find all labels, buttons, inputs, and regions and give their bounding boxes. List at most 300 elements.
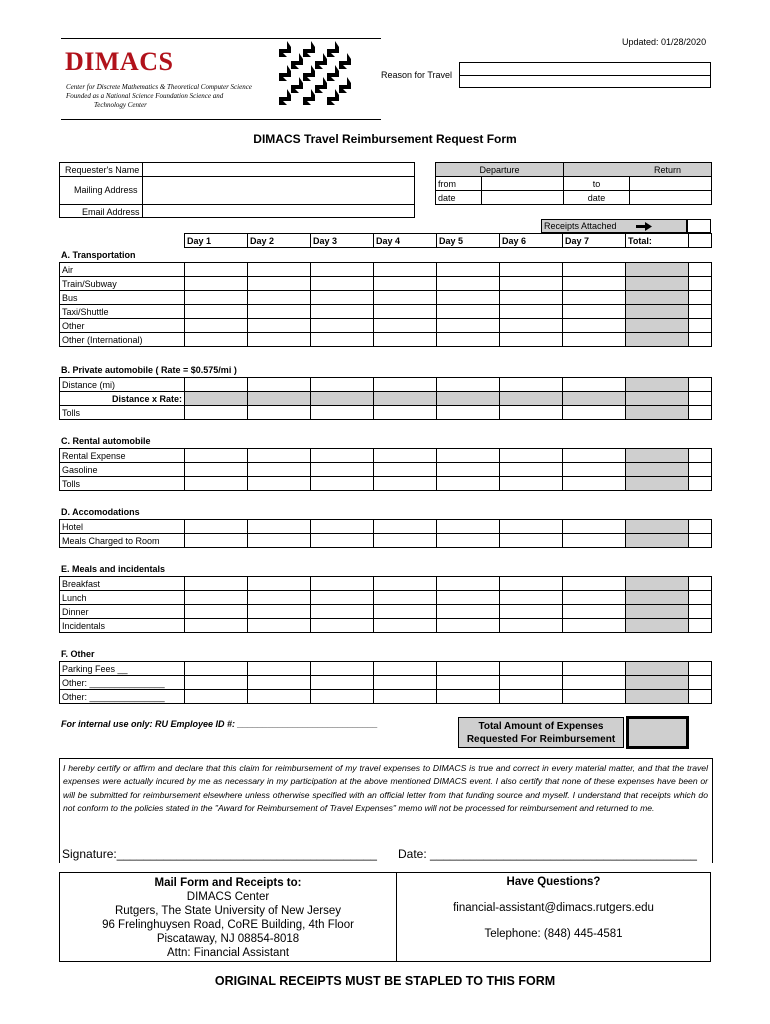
table-row [60, 406, 712, 420]
receipt-check-cell[interactable] [689, 305, 712, 319]
day-amount-cell[interactable] [437, 305, 500, 319]
day-amount-cell[interactable] [437, 619, 500, 633]
day-7-header: Day 7 [563, 234, 626, 248]
mail-to-heading: Mail Form and Receipts to: [154, 877, 302, 889]
row-total-cell [626, 534, 689, 548]
day-amount-cell[interactable] [437, 676, 500, 690]
expense-label: Other: _______________ [60, 690, 185, 704]
day-amount-cell[interactable] [437, 291, 500, 305]
day-amount-cell[interactable] [248, 291, 311, 305]
day-amount-cell [437, 392, 500, 406]
receipt-check-cell[interactable] [689, 690, 712, 704]
expense-label: Breakfast [60, 577, 185, 591]
day-amount-cell[interactable] [500, 449, 563, 463]
to-label: to [564, 177, 630, 191]
day-amount-cell[interactable] [374, 333, 437, 347]
day-amount-cell[interactable] [185, 662, 248, 676]
day-amount-cell[interactable] [374, 277, 437, 291]
from-label: from [436, 177, 482, 191]
day-amount-cell[interactable] [500, 676, 563, 690]
row-total-cell [626, 591, 689, 605]
day-amount-cell[interactable] [248, 463, 311, 477]
reason-for-travel-field[interactable] [459, 62, 711, 88]
day-3-header: Day 3 [311, 234, 374, 248]
requesters-name-field[interactable] [143, 163, 414, 176]
day-amount-cell[interactable] [500, 619, 563, 633]
expense-label: Taxi/Shuttle [60, 305, 185, 319]
day-amount-cell[interactable] [248, 449, 311, 463]
day-amount-cell[interactable] [374, 305, 437, 319]
day-amount-cell[interactable] [563, 449, 626, 463]
day-amount-cell[interactable] [563, 463, 626, 477]
day-amount-cell [311, 392, 374, 406]
day-amount-cell[interactable] [185, 520, 248, 534]
table-row [60, 305, 712, 319]
day-amount-cell[interactable] [500, 305, 563, 319]
day-amount-cell[interactable] [311, 333, 374, 347]
mail-line-2: Rutgers, The State University of New Jersey [114, 905, 342, 917]
expense-label: Other (International) [60, 333, 185, 347]
day-amount-cell [248, 392, 311, 406]
table-row [60, 277, 712, 291]
day-amount-cell[interactable] [563, 520, 626, 534]
day-amount-cell[interactable] [185, 319, 248, 333]
day-amount-cell[interactable] [185, 619, 248, 633]
day-amount-cell[interactable] [248, 319, 311, 333]
total-amount-line-1: Total Amount of Expenses [478, 721, 604, 732]
expense-label: Distance x Rate: [60, 392, 185, 406]
mail-line-3: 96 Frelinghuysen Road, CoRE Building, 4th Floor [102, 919, 354, 931]
day-amount-cell[interactable] [437, 520, 500, 534]
receipt-check-cell[interactable] [689, 477, 712, 491]
day-amount-cell[interactable] [437, 577, 500, 591]
day-amount-cell[interactable] [374, 690, 437, 704]
table-row [60, 319, 712, 333]
day-amount-cell[interactable] [500, 520, 563, 534]
receipt-check-cell[interactable] [689, 392, 712, 406]
day-amount-cell[interactable] [437, 463, 500, 477]
receipts-attached-label: Receipts Attached [544, 221, 617, 231]
day-amount-cell [500, 392, 563, 406]
day-amount-cell[interactable] [248, 619, 311, 633]
day-amount-cell[interactable] [311, 449, 374, 463]
mail-line-4: Piscataway, NJ 08854-8018 [156, 933, 300, 945]
expense-label: Dinner [60, 605, 185, 619]
day-amount-cell[interactable] [374, 676, 437, 690]
expense-label: Air [60, 263, 185, 277]
day-amount-cell[interactable] [185, 378, 248, 392]
requesters-name-label: Requester's Name [65, 165, 140, 175]
day-amount-cell[interactable] [374, 406, 437, 420]
day-6-header: Day 6 [500, 234, 563, 248]
day-amount-cell[interactable] [185, 591, 248, 605]
day-amount-cell[interactable] [563, 662, 626, 676]
day-amount-cell[interactable] [437, 591, 500, 605]
day-amount-cell [374, 392, 437, 406]
receipt-check-cell[interactable] [689, 605, 712, 619]
expense-label: Hotel [60, 520, 185, 534]
return-date-label: date [564, 191, 630, 205]
day-amount-cell[interactable] [185, 406, 248, 420]
day-amount-cell[interactable] [437, 319, 500, 333]
mailing-address-label: Mailing Address [74, 185, 138, 195]
questions-block [397, 876, 710, 940]
return-header: Return [564, 163, 712, 177]
day-amount-cell[interactable] [563, 477, 626, 491]
day-amount-cell[interactable] [248, 534, 311, 548]
day-amount-cell[interactable] [185, 534, 248, 548]
row-total-cell [626, 662, 689, 676]
day-amount-cell[interactable] [374, 520, 437, 534]
receipt-check-cell[interactable] [689, 662, 712, 676]
table-row [60, 291, 712, 305]
section-e-title: E. Meals and incidentals [61, 564, 166, 574]
day-amount-cell[interactable] [563, 263, 626, 277]
table-row [60, 477, 712, 491]
day-amount-cell[interactable] [500, 319, 563, 333]
day-amount-cell[interactable] [500, 477, 563, 491]
day-amount-cell[interactable] [563, 277, 626, 291]
day-amount-cell[interactable] [500, 378, 563, 392]
section-c-title: C. Rental automobile [61, 436, 151, 446]
day-amount-cell[interactable] [500, 463, 563, 477]
day-1-header: Day 1 [185, 234, 248, 248]
day-amount-cell[interactable] [563, 406, 626, 420]
day-amount-cell[interactable] [563, 605, 626, 619]
section-d-title: D. Accomodations [61, 507, 140, 517]
row-total-cell [626, 676, 689, 690]
day-amount-cell[interactable] [563, 534, 626, 548]
other-expenses-table [59, 661, 712, 704]
day-amount-cell[interactable] [437, 333, 500, 347]
day-amount-cell[interactable] [374, 605, 437, 619]
day-amount-cell[interactable] [248, 520, 311, 534]
rental-automobile-table [59, 448, 712, 491]
receipt-check-cell[interactable] [689, 534, 712, 548]
form-title: DIMACS Travel Reimbursement Request Form [253, 132, 517, 146]
day-amount-cell[interactable] [500, 291, 563, 305]
table-row [60, 449, 712, 463]
mail-line-5: Attn: Financial Assistant [166, 947, 290, 959]
day-amount-cell[interactable] [311, 605, 374, 619]
expense-label: Parking Fees __ [60, 662, 185, 676]
row-total-cell [626, 263, 689, 277]
day-amount-cell[interactable] [500, 577, 563, 591]
row-total-cell [626, 319, 689, 333]
day-amount-cell[interactable] [248, 676, 311, 690]
email-address-field[interactable] [143, 205, 414, 217]
departure-date-field[interactable] [482, 191, 564, 205]
day-amount-cell[interactable] [374, 463, 437, 477]
day-amount-cell[interactable] [500, 534, 563, 548]
day-amount-cell[interactable] [374, 534, 437, 548]
day-amount-cell[interactable] [437, 406, 500, 420]
day-amount-cell[interactable] [311, 577, 374, 591]
receipt-check-cell[interactable] [689, 406, 712, 420]
day-amount-cell[interactable] [437, 449, 500, 463]
day-amount-cell[interactable] [311, 378, 374, 392]
receipt-check-cell[interactable] [689, 333, 712, 347]
day-amount-cell[interactable] [500, 406, 563, 420]
day-amount-cell[interactable] [248, 577, 311, 591]
mail-line-1: DIMACS Center [186, 891, 270, 903]
day-amount-cell[interactable] [563, 690, 626, 704]
return-date-field[interactable] [630, 191, 712, 205]
day-amount-cell[interactable] [563, 333, 626, 347]
day-amount-cell[interactable] [248, 333, 311, 347]
day-amount-cell[interactable] [311, 662, 374, 676]
receipt-col-header [689, 234, 712, 248]
day-amount-cell[interactable] [437, 534, 500, 548]
day-amount-cell[interactable] [311, 591, 374, 605]
day-amount-cell[interactable] [311, 319, 374, 333]
table-row [60, 378, 712, 392]
row-total-cell [626, 378, 689, 392]
day-amount-cell[interactable] [185, 449, 248, 463]
questions-phone: Telephone: (848) 445-4581 [484, 928, 623, 940]
expense-label: Lunch [60, 591, 185, 605]
day-amount-cell[interactable] [374, 477, 437, 491]
expense-label: Tolls [60, 477, 185, 491]
receipts-attached-field[interactable] [687, 219, 711, 233]
day-header-row [184, 233, 712, 248]
row-total-cell [626, 449, 689, 463]
day-amount-cell[interactable] [374, 378, 437, 392]
table-row [60, 619, 712, 633]
day-amount-cell[interactable] [185, 305, 248, 319]
day-amount-cell[interactable] [311, 534, 374, 548]
footer-notice: ORIGINAL RECEIPTS MUST BE STAPLED TO THIS FORM [214, 974, 556, 988]
day-amount-cell[interactable] [248, 277, 311, 291]
return-to-field[interactable] [630, 177, 712, 191]
day-amount-cell[interactable] [374, 449, 437, 463]
day-amount-cell[interactable] [185, 676, 248, 690]
transportation-table [59, 262, 712, 347]
row-total-cell [626, 520, 689, 534]
row-total-cell [626, 690, 689, 704]
table-row [60, 263, 712, 277]
day-amount-cell[interactable] [185, 277, 248, 291]
day-amount-cell[interactable] [563, 291, 626, 305]
day-amount-cell[interactable] [311, 477, 374, 491]
day-amount-cell[interactable] [311, 277, 374, 291]
row-total-cell [626, 277, 689, 291]
mailing-address-field[interactable] [143, 177, 414, 204]
table-row [60, 662, 712, 676]
row-total-cell [626, 291, 689, 305]
receipts-attached-box [541, 219, 687, 233]
day-amount-cell[interactable] [311, 291, 374, 305]
day-amount-cell[interactable] [311, 676, 374, 690]
questions-heading: Have Questions? [506, 876, 601, 888]
receipt-check-cell[interactable] [689, 676, 712, 690]
day-5-header: Day 5 [437, 234, 500, 248]
table-row [60, 591, 712, 605]
expense-label: Gasoline [60, 463, 185, 477]
day-amount-cell[interactable] [311, 690, 374, 704]
day-amount-cell[interactable] [500, 662, 563, 676]
table-row [60, 463, 712, 477]
receipt-check-cell[interactable] [689, 291, 712, 305]
section-f-title: F. Other [61, 649, 95, 659]
day-amount-cell[interactable] [374, 291, 437, 305]
table-row [60, 520, 712, 534]
day-amount-cell[interactable] [185, 263, 248, 277]
table-row [60, 605, 712, 619]
day-amount-cell[interactable] [185, 477, 248, 491]
receipt-check-cell[interactable] [689, 378, 712, 392]
row-total-cell [626, 392, 689, 406]
total-header: Total: [626, 234, 689, 248]
receipt-check-cell[interactable] [689, 619, 712, 633]
day-amount-cell[interactable] [248, 605, 311, 619]
logo-block [61, 38, 381, 120]
day-amount-cell[interactable] [500, 690, 563, 704]
receipt-check-cell[interactable] [689, 577, 712, 591]
day-amount-cell[interactable] [563, 577, 626, 591]
day-amount-cell[interactable] [437, 378, 500, 392]
dimacs-logo-mark-icon [279, 41, 357, 115]
updated-date: Updated: 01/28/2020 [622, 37, 707, 47]
section-b-title: B. Private automobile ( Rate = $0.575/mi ) [61, 365, 237, 375]
day-amount-cell[interactable] [563, 619, 626, 633]
day-amount-cell[interactable] [500, 263, 563, 277]
day-amount-cell [185, 392, 248, 406]
dimacs-logo-text: DIMACS [65, 47, 174, 76]
total-amount-line-2: Requested For Reimbursement [466, 734, 616, 745]
day-amount-cell[interactable] [248, 378, 311, 392]
day-amount-cell[interactable] [311, 406, 374, 420]
total-amount-field[interactable] [626, 716, 689, 749]
table-row [60, 534, 712, 548]
mail-to-block [60, 876, 396, 960]
day-amount-cell[interactable] [563, 305, 626, 319]
day-amount-cell[interactable] [248, 477, 311, 491]
expense-label: Incidentals [60, 619, 185, 633]
receipt-check-cell[interactable] [689, 591, 712, 605]
expense-label: Other: _______________ [60, 676, 185, 690]
certification-box [59, 758, 713, 863]
day-amount-cell[interactable] [185, 605, 248, 619]
day-amount-cell[interactable] [248, 662, 311, 676]
date-field[interactable]: Date: ________________________________________ [398, 847, 697, 861]
expense-label: Rental Expense [60, 449, 185, 463]
row-total-cell [626, 333, 689, 347]
table-row [60, 577, 712, 591]
logo-subtitle: Center for Discrete Mathematics & Theoretical Computer Science Founded as a National Science Foundation Science and Technology Center [66, 83, 252, 109]
day-amount-cell[interactable] [437, 690, 500, 704]
questions-email[interactable]: financial-assistant@dimacs.rutgers.edu [453, 902, 654, 914]
departure-return-table [435, 162, 712, 205]
day-amount-cell[interactable] [437, 263, 500, 277]
day-2-header: Day 2 [248, 234, 311, 248]
day-amount-cell[interactable] [437, 605, 500, 619]
day-amount-cell[interactable] [311, 619, 374, 633]
table-row [60, 690, 712, 704]
accomodations-table [59, 519, 712, 548]
day-amount-cell[interactable] [437, 662, 500, 676]
day-amount-cell[interactable] [437, 477, 500, 491]
row-total-cell [626, 406, 689, 420]
day-amount-cell [563, 392, 626, 406]
day-amount-cell[interactable] [374, 263, 437, 277]
day-amount-cell[interactable] [374, 319, 437, 333]
day-amount-cell[interactable] [374, 619, 437, 633]
signature-field[interactable]: Signature:_______________________________________ [62, 847, 377, 861]
day-amount-cell[interactable] [248, 591, 311, 605]
day-amount-cell[interactable] [185, 291, 248, 305]
row-total-cell [626, 305, 689, 319]
receipt-check-cell[interactable] [689, 463, 712, 477]
expense-label: Tolls [60, 406, 185, 420]
day-amount-cell[interactable] [248, 263, 311, 277]
day-amount-cell[interactable] [248, 690, 311, 704]
departure-from-field[interactable] [482, 177, 564, 191]
internal-use-employee-id: For internal use only: RU Employee ID #: ____________________________ [61, 719, 378, 729]
day-amount-cell[interactable] [374, 591, 437, 605]
day-amount-cell[interactable] [374, 577, 437, 591]
table-row [60, 676, 712, 690]
day-amount-cell[interactable] [563, 676, 626, 690]
departure-header: Departure [436, 163, 564, 177]
day-amount-cell[interactable] [374, 662, 437, 676]
expense-label: Meals Charged to Room [60, 534, 185, 548]
day-amount-cell[interactable] [500, 277, 563, 291]
day-4-header: Day 4 [374, 234, 437, 248]
expense-label: Bus [60, 291, 185, 305]
row-total-cell [626, 605, 689, 619]
day-amount-cell[interactable] [185, 690, 248, 704]
day-amount-cell[interactable] [500, 333, 563, 347]
expense-label: Train/Subway [60, 277, 185, 291]
section-a-title: A. Transportation [61, 250, 136, 260]
day-amount-cell[interactable] [500, 591, 563, 605]
day-amount-cell[interactable] [248, 406, 311, 420]
row-total-cell [626, 619, 689, 633]
row-total-cell [626, 477, 689, 491]
day-amount-cell[interactable] [185, 463, 248, 477]
table-row [60, 392, 712, 406]
expense-label: Distance (mi) [60, 378, 185, 392]
day-amount-cell[interactable] [185, 577, 248, 591]
contact-box [59, 872, 711, 962]
receipt-check-cell[interactable] [689, 520, 712, 534]
day-amount-cell[interactable] [563, 591, 626, 605]
receipt-check-cell[interactable] [689, 449, 712, 463]
total-amount-label-box [458, 717, 624, 748]
day-amount-cell[interactable] [563, 378, 626, 392]
day-amount-cell[interactable] [311, 520, 374, 534]
receipt-check-cell[interactable] [689, 277, 712, 291]
right-arrow-icon [636, 222, 652, 231]
reason-for-travel-label: Reason for Travel [381, 70, 453, 80]
day-amount-cell[interactable] [563, 319, 626, 333]
day-amount-cell[interactable] [185, 333, 248, 347]
receipt-check-cell[interactable] [689, 263, 712, 277]
day-amount-cell[interactable] [500, 605, 563, 619]
day-amount-cell[interactable] [437, 277, 500, 291]
day-amount-cell[interactable] [311, 463, 374, 477]
row-total-cell [626, 577, 689, 591]
day-amount-cell[interactable] [248, 305, 311, 319]
expense-label: Other [60, 319, 185, 333]
private-automobile-table [59, 377, 712, 420]
day-amount-cell[interactable] [311, 305, 374, 319]
table-row [60, 333, 712, 347]
email-address-label: Email Address [82, 207, 140, 217]
day-amount-cell[interactable] [311, 263, 374, 277]
receipt-check-cell[interactable] [689, 319, 712, 333]
